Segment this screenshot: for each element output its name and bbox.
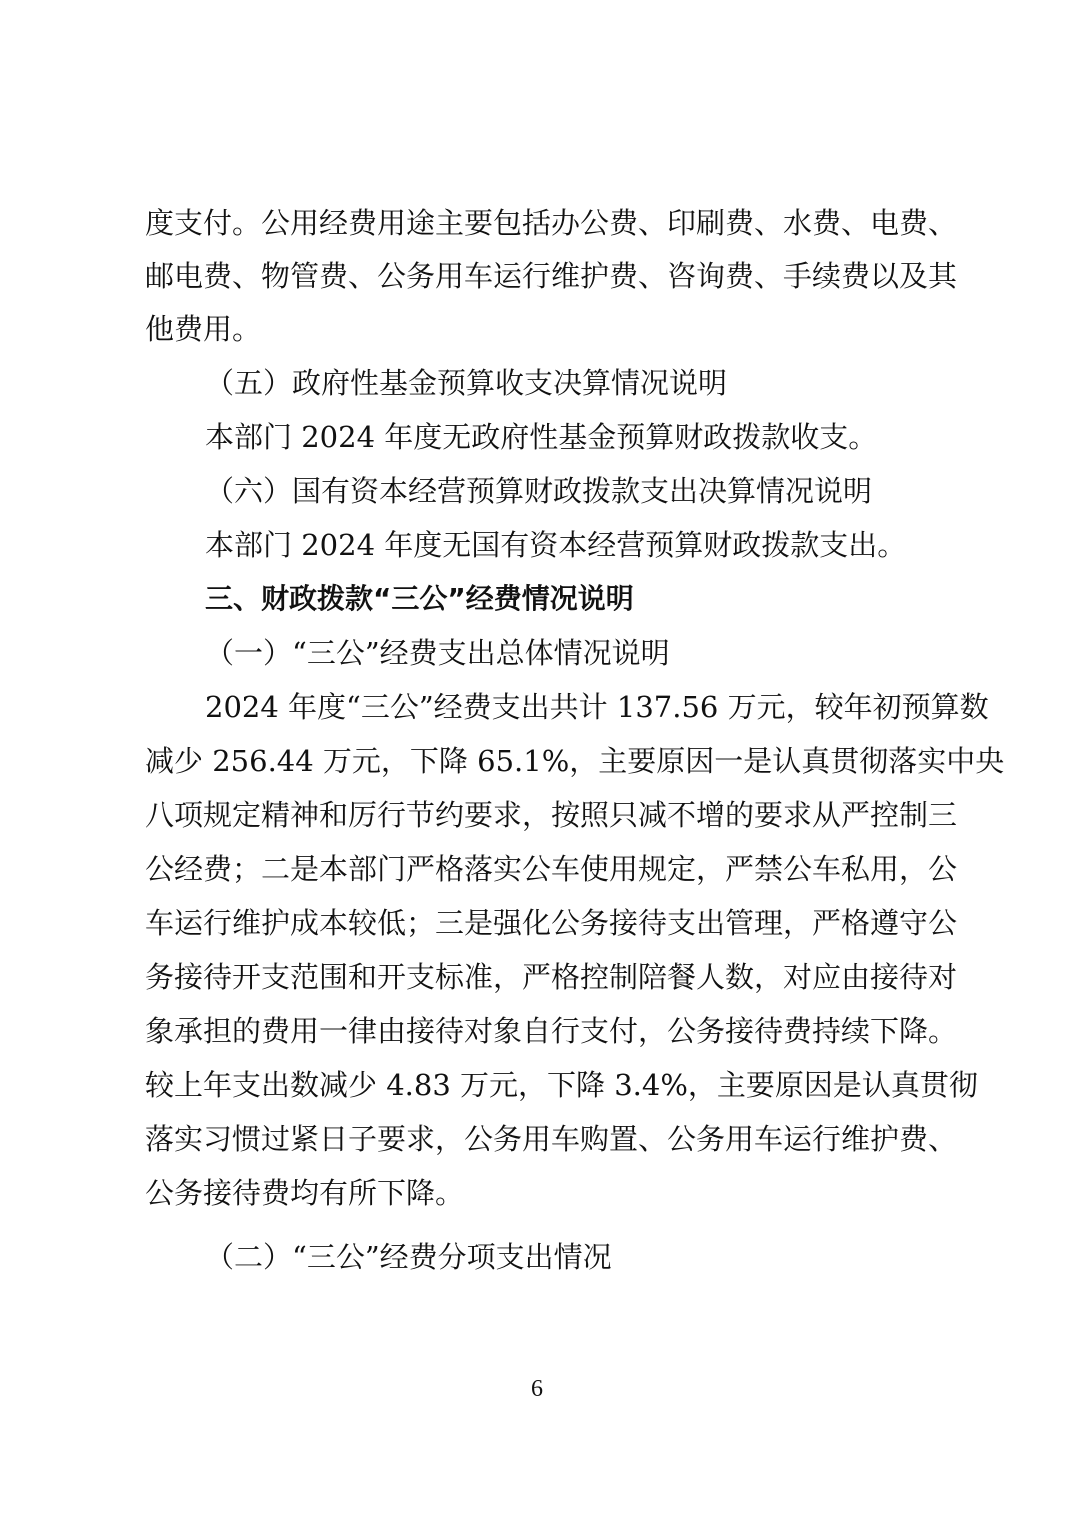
body-text-line: 车运行维护成本较低；三是强化公务接待支出管理，严格遵守公	[145, 906, 958, 940]
section-heading-6: （六）国有资本经营预算财政拨款支出决算情况说明	[205, 474, 873, 508]
body-text-line: 邮电费、物管费、公务用车运行维护费、咨询费、手续费以及其	[145, 259, 958, 293]
body-text-line: 务接待开支范围和开支标准，严格控制陪餐人数，对应由接待对	[145, 960, 958, 994]
body-text-line: 八项规定精神和厉行节约要求，按照只减不增的要求从严控制三	[145, 798, 958, 832]
page-number: 6	[531, 1376, 543, 1402]
body-text-line: 本部门 2024 年度无国有资本经营预算财政拨款支出。	[205, 528, 907, 562]
body-text-line: 减少 256.44 万元，下降 65.1%，主要原因一是认真贯彻落实中央	[145, 744, 1005, 778]
subsection-heading-1: （一）“三公”经费支出总体情况说明	[205, 636, 670, 670]
body-text-line: 度支付。公用经费用途主要包括办公费、印刷费、水费、电费、	[145, 206, 958, 240]
body-text-line: 本部门 2024 年度无政府性基金预算财政拨款收支。	[205, 420, 878, 454]
body-text-line: 公务接待费均有所下降。	[145, 1176, 465, 1210]
body-text-line: 公经费；二是本部门严格落实公车使用规定，严禁公车私用，公	[145, 852, 958, 886]
body-text-line: 落实习惯过紧日子要求，公务用车购置、公务用车运行维护费、	[145, 1122, 958, 1156]
chapter-heading-3: 三、财政拨款“三公”经费情况说明	[205, 582, 634, 615]
body-text-line: 他费用。	[145, 312, 262, 346]
body-text-line: 较上年支出数减少 4.83 万元，下降 3.4%，主要原因是认真贯彻	[145, 1068, 978, 1102]
section-heading-5: （五）政府性基金预算收支决算情况说明	[205, 366, 728, 400]
subsection-heading-2: （二）“三公”经费分项支出情况	[205, 1240, 612, 1274]
body-text-line: 2024 年度“三公”经费支出共计 137.56 万元，较年初预算数	[205, 690, 989, 724]
body-text-line: 象承担的费用一律由接待对象自行支付，公务接待费持续下降。	[145, 1014, 958, 1048]
